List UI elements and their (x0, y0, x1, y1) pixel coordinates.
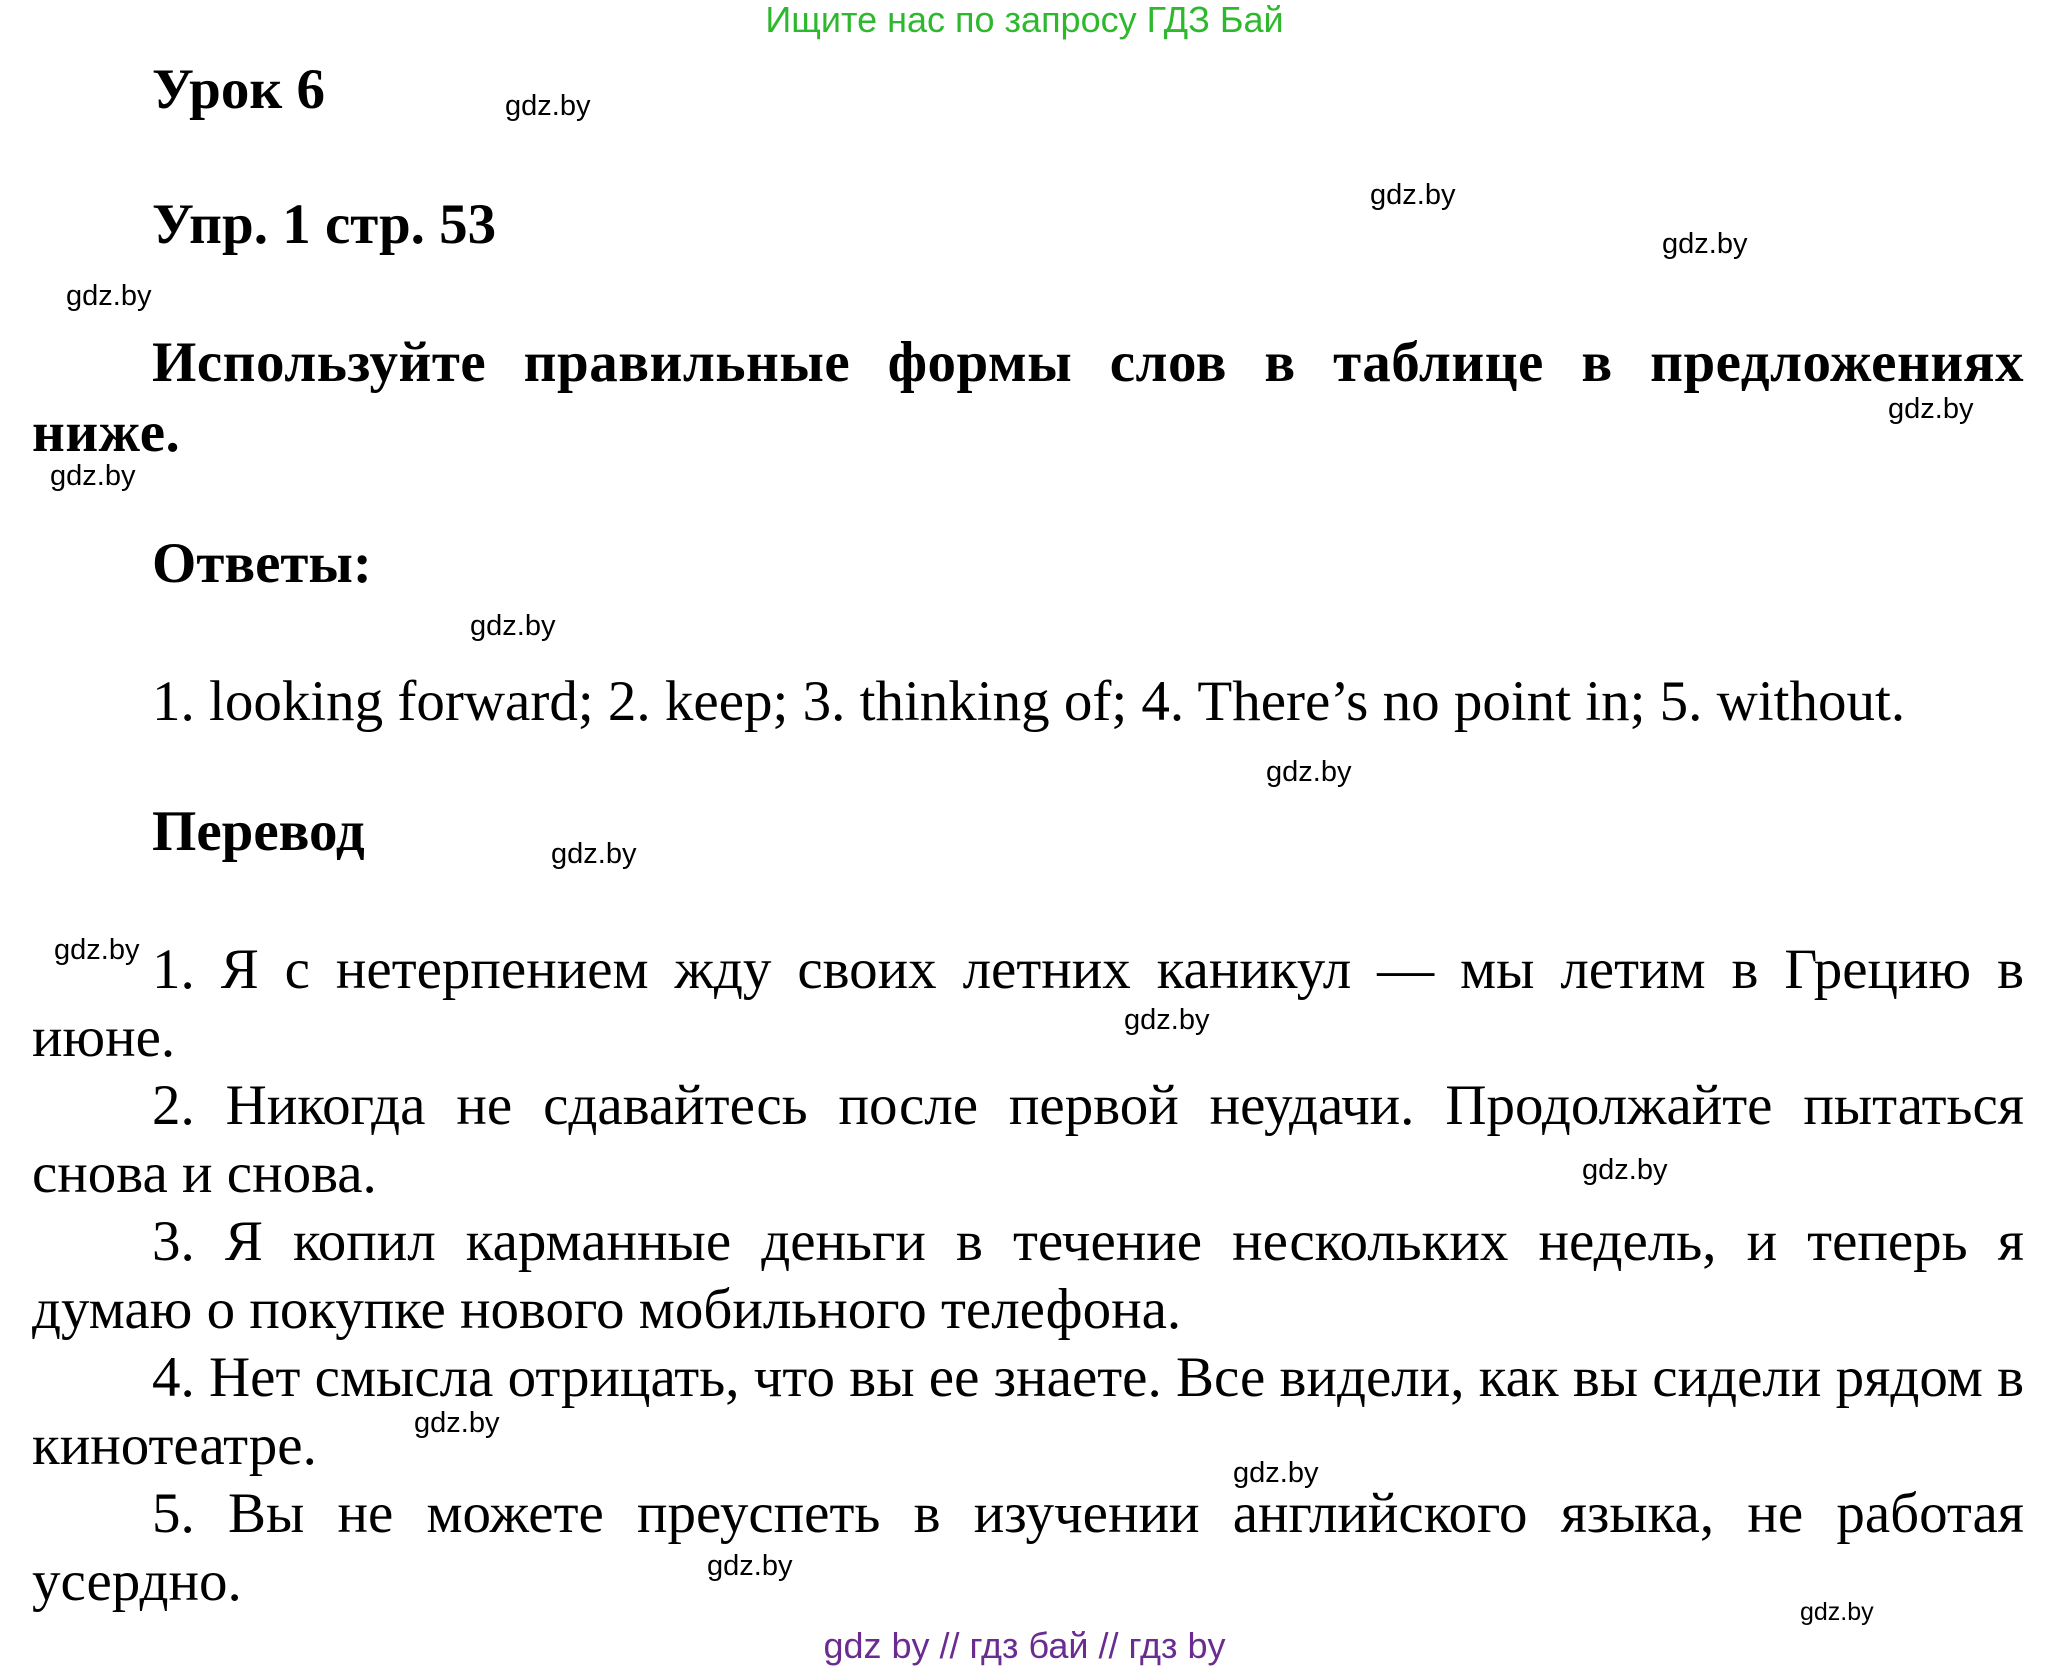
translation-item-2: 2. Никогда не сдавайтесь после первой неудачи. Продолжайте пытаться снова и снова. (32, 1074, 2024, 1205)
watermark: gdz.by (470, 610, 556, 642)
watermark: gdz.by (1266, 756, 1352, 788)
translation-item-3: 3. Я копил карманные деньги в течение нескольких недель, и теперь я думаю о покупке нового мобильного телефона. (32, 1210, 2024, 1341)
watermark: gdz.by (414, 1407, 500, 1439)
watermark: gdz.by (1888, 393, 1974, 425)
watermark: gdz.by (505, 90, 591, 122)
watermark: gdz.by (1662, 228, 1748, 260)
top-banner: Ищите нас по запросу ГДЗ Бай (765, 0, 1284, 40)
watermark: gdz.by (551, 838, 637, 870)
watermark: gdz.by (66, 280, 152, 312)
watermark: gdz.by (1370, 179, 1456, 211)
watermark: gdz.by (1800, 1598, 1874, 1626)
watermark: gdz.by (54, 934, 140, 966)
lesson-title: Урок 6 (152, 58, 325, 121)
bottom-footer: gdz by // гдз бай // гдз by (823, 1625, 1226, 1666)
watermark: gdz.by (50, 460, 136, 492)
watermark: gdz.by (707, 1550, 793, 1582)
translation-heading: Перевод (152, 800, 365, 863)
watermark: gdz.by (1582, 1154, 1668, 1186)
watermark: gdz.by (1233, 1457, 1319, 1489)
translation-item-4: 4. Нет смысла отрицать, что вы ее знаете. Все видели, как вы сидели рядом в кинотеатре. (32, 1346, 2024, 1477)
answers-text: 1. looking forward; 2. keep; 3. thinking of; 4. There’s no point in; 5. without. (152, 670, 1906, 733)
watermark: gdz.by (1124, 1004, 1210, 1036)
translation-item-1: 1. Я с нетерпением жду своих летних каникул — мы летим в Грецию в июне. (32, 938, 2024, 1069)
translation-item-5: 5. Вы не можете преуспеть в изучении английского языка, не работая усердно. (32, 1482, 2024, 1613)
answers-heading: Ответы: (152, 532, 372, 595)
exercise-title: Упр. 1 стр. 53 (152, 193, 497, 256)
task-statement: Используйте правильные формы слов в таблице в предложениях ниже. (32, 331, 2024, 464)
